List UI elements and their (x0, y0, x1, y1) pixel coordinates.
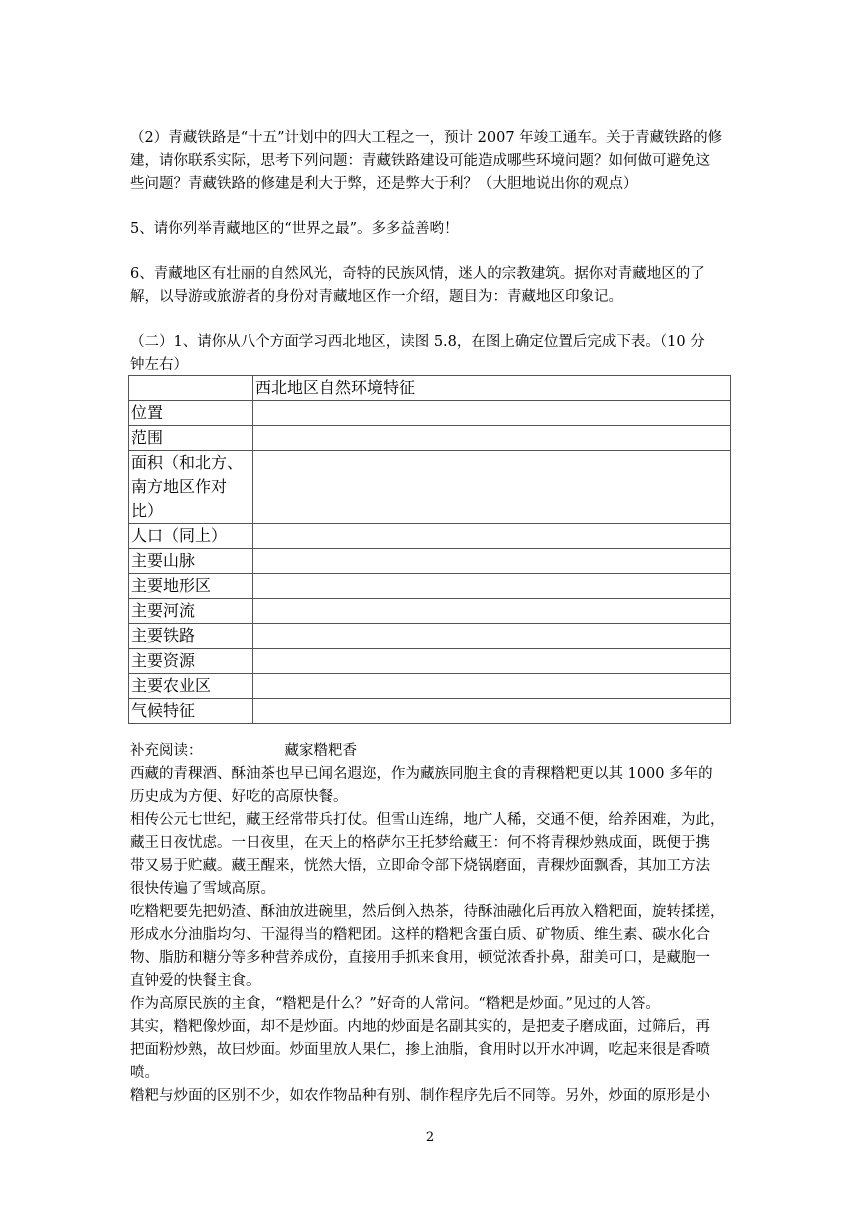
text-line: 6、青藏地区有壮丽的自然风光，奇特的民族风情，迷人的宗教建筑。据你对青藏地区的了 (130, 266, 705, 282)
text-line: 直钟爱的快餐主食。 (130, 973, 261, 989)
text-line: 5、请你列举青藏地区的“世界之最”。多多益善哟！ (130, 221, 459, 237)
table-row (129, 549, 731, 574)
table-row (129, 699, 731, 724)
northwest-features-table (128, 375, 731, 724)
text-line: 很快传遍了雪域高原。 (130, 881, 275, 897)
row-label: 位置 (129, 401, 253, 426)
text-line: 带又易于贮藏。藏王醒来，恍然大悟，立即命令部下烧锅磨面，青稞炒面飘香，其加工方法 (130, 858, 710, 874)
reading-label: 补充阅读： (130, 743, 203, 759)
row-label-line: 面积（和北方、 (131, 453, 244, 472)
row-label-line: 比） (131, 501, 164, 520)
table-header-cell: 西北地区自然环境特征 (253, 376, 731, 401)
text-line: 其实，糌粑像炒面，却不是炒面。内地的炒面是名副其实的，是把麦子磨成面，过筛后，再 (130, 1019, 710, 1035)
text-line: 作为高原民族的主食，“糌粑是什么？”好奇的人常问。“糌粑是炒面。”见过的人答。 (130, 996, 660, 1012)
text-line: 吃糌粑要先把奶渣、酥油放进碗里，然后倒入热茶，待酥油融化后再放入糌粑面，旋转揉搓， (130, 904, 725, 920)
table-row (129, 401, 731, 426)
row-label: 主要河流 (129, 599, 253, 624)
answer-cell[interactable] (253, 624, 731, 649)
table-row (129, 451, 731, 524)
text-line: 钟左右） (130, 357, 188, 373)
table-row (129, 674, 731, 699)
answer-cell[interactable] (253, 451, 731, 524)
answer-cell[interactable] (253, 674, 731, 699)
table-row (129, 599, 731, 624)
text-line: 些问题？青藏铁路的修建是利大于弊，还是弊大于利？（大胆地说出你的观点） (130, 176, 638, 192)
text-line: 解，以导游或旅游者的身份对青藏地区作一介绍，题目为：青藏地区印象记。 (130, 289, 623, 305)
text-line: 建，请你联系实际，思考下列问题：青藏铁路建设可能造成哪些环境问题？如何做可避免这 (130, 153, 710, 169)
answer-cell[interactable] (253, 401, 731, 426)
text-line: 把面粉炒熟，故曰炒面。炒面里放人果仁，掺上油脂，食用时以开水冲调，吃起来很是香喷 (130, 1042, 710, 1058)
text-line: （二）1、请你从八个方面学习西北地区，读图 5.8，在图上确定位置后完成下表。（10 分 (130, 334, 705, 350)
row-label (129, 451, 253, 524)
row-label: 主要铁路 (129, 624, 253, 649)
table-row (129, 574, 731, 599)
row-label: 主要山脉 (129, 549, 253, 574)
text-line: 相传公元七世纪，藏王经常带兵打仗。但雪山连绵，地广人稀，交通不便，给养困难，为此， (130, 812, 725, 828)
table-row (129, 426, 731, 451)
table-header-row (129, 376, 731, 401)
supplementary-reading (130, 740, 730, 1108)
row-label: 范围 (129, 426, 253, 451)
row-label: 主要农业区 (129, 674, 253, 699)
table-row (129, 624, 731, 649)
part-2-question-1 (130, 331, 730, 377)
row-label: 人口（同上） (129, 524, 253, 549)
text-line: 糌粑与炒面的区别不少，如农作物品种有别、制作程序先后不同等。另外，炒面的原形是小 (130, 1088, 710, 1104)
text-line: 历史成为方便、好吃的高原快餐。 (130, 789, 348, 805)
answer-cell[interactable] (253, 599, 731, 624)
text-line: 藏王日夜忧虑。一日夜里，在天上的格萨尔王托梦给藏王：何不将青稞炒熟成面，既便于携 (130, 835, 710, 851)
reading-title: 藏家糌粑香 (284, 743, 357, 759)
text-line: 物、脂肪和糖分等多种营养成份，直接用手抓来食用，顿觉浓香扑鼻，甜美可口，是藏胞一 (130, 950, 710, 966)
table-row (129, 524, 731, 549)
text-line: （2）青藏铁路是“十五”计划中的四大工程之一，预计 2007 年竣工通车。关于青藏铁路的修 (130, 130, 723, 146)
row-label: 主要资源 (129, 649, 253, 674)
table-corner-cell (129, 376, 253, 401)
row-label-line: 南方地区作对 (131, 477, 228, 496)
answer-cell[interactable] (253, 649, 731, 674)
page-number: 2 (425, 1130, 435, 1145)
answer-cell[interactable] (253, 549, 731, 574)
text-line: 形成水分油脂均匀、干湿得当的糌粑团。这样的糌粑含蛋白质、矿物质、维生素、碳水化合 (130, 927, 710, 943)
row-label: 气候特征 (129, 699, 253, 724)
question-6-paragraph (130, 263, 730, 309)
question-2-paragraph (130, 127, 730, 196)
answer-cell[interactable] (253, 699, 731, 724)
answer-cell[interactable] (253, 426, 731, 451)
text-line: 喷。 (130, 1065, 159, 1081)
table-row (129, 649, 731, 674)
answer-cell[interactable] (253, 524, 731, 549)
row-label: 主要地形区 (129, 574, 253, 599)
answer-cell[interactable] (253, 574, 731, 599)
question-5-paragraph (130, 218, 730, 241)
text-line: 西藏的青稞酒、酥油茶也早已闻名遐迩，作为藏族同胞主食的青稞糌粑更以其 1000 多年的 (130, 766, 713, 782)
reading-heading (130, 740, 730, 763)
